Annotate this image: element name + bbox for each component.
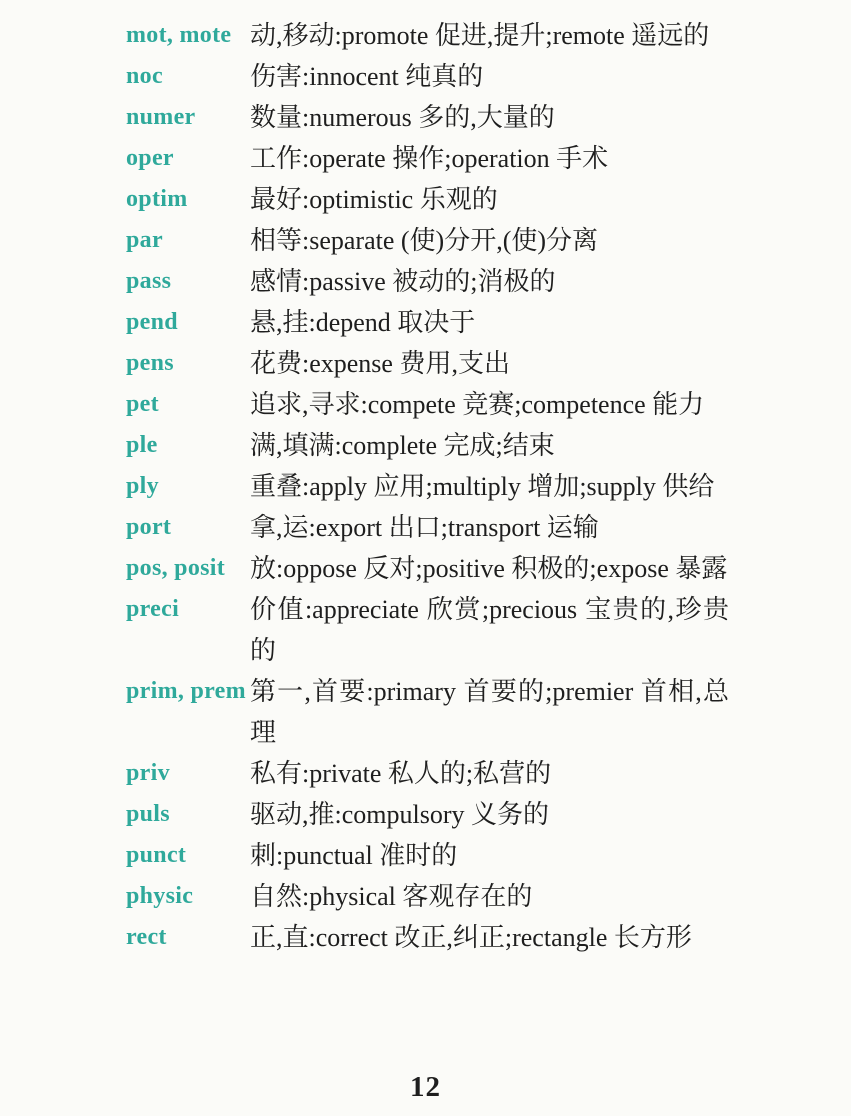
root-word: punct [126, 842, 187, 868]
page-footer [0, 1071, 851, 1104]
root-word: priv [126, 760, 170, 786]
root-definition: 悬,挂:depend 取决于 [250, 308, 476, 337]
root-entry [126, 548, 729, 589]
root-word: par [126, 227, 163, 253]
root-entry [126, 466, 729, 507]
root-definition: 重叠:apply 应用;multiply 增加;supply 供给 [250, 472, 715, 501]
root-entry [126, 302, 729, 343]
root-word: optim [126, 186, 188, 212]
root-word: pos, posit [126, 555, 226, 581]
root-word: ply [126, 473, 159, 499]
root-word: mot, mote [126, 22, 232, 48]
root-entry [126, 384, 729, 425]
root-entry [126, 507, 729, 548]
root-entry [126, 753, 729, 794]
root-definition: 第一,首要:primary 首要的;premier 首相,总理 [250, 677, 729, 747]
root-word: pass [126, 268, 172, 294]
root-definition: 价值:appreciate 欣赏;precious 宝贵的,珍贵的 [250, 595, 729, 665]
root-word: pens [126, 350, 174, 376]
root-definition: 私有:private 私人的;私营的 [250, 759, 552, 788]
root-entry [126, 138, 729, 179]
root-word: rect [126, 924, 167, 950]
root-entry [126, 97, 729, 138]
root-definition: 伤害:innocent 纯真的 [250, 62, 484, 91]
root-entry [126, 15, 729, 56]
root-word: oper [126, 145, 174, 171]
root-word: pet [126, 391, 159, 417]
root-entry [126, 261, 729, 302]
root-word: preci [126, 596, 180, 622]
root-entry [126, 589, 729, 671]
page-number: 12 [410, 1071, 441, 1103]
root-definition: 放:oppose 反对;positive 积极的;expose 暴露 [250, 554, 728, 583]
root-definition: 自然:physical 客观存在的 [250, 882, 533, 911]
root-definition: 工作:operate 操作;operation 手术 [250, 144, 609, 173]
root-definition: 相等:separate (使)分开,(使)分离 [250, 226, 599, 255]
root-entry [126, 876, 729, 917]
root-word: numer [126, 104, 196, 130]
root-definition: 正,直:correct 改正,纠正;rectangle 长方形 [250, 923, 692, 952]
root-definition: 拿,运:export 出口;transport 运输 [250, 513, 599, 542]
root-entry [126, 794, 729, 835]
root-definition: 感情:passive 被动的;消极的 [250, 267, 556, 296]
root-entry [126, 835, 729, 876]
root-list [126, 15, 729, 958]
root-word: prim, prem [126, 678, 246, 704]
root-entry [126, 343, 729, 384]
root-definition: 驱动,推:compulsory 义务的 [250, 800, 549, 829]
root-entry [126, 917, 729, 958]
root-entry [126, 56, 729, 97]
root-entry [126, 220, 729, 261]
root-entry [126, 671, 729, 753]
root-entry [126, 179, 729, 220]
root-definition: 追求,寻求:compete 竞赛;competence 能力 [250, 390, 705, 419]
root-word: physic [126, 883, 194, 909]
root-definition: 满,填满:complete 完成;结束 [250, 431, 555, 460]
root-definition: 数量:numerous 多的,大量的 [250, 103, 555, 132]
root-definition: 花费:expense 费用,支出 [250, 349, 510, 378]
root-word: port [126, 514, 172, 540]
root-entry [126, 425, 729, 466]
root-definition: 刺:punctual 准时的 [250, 841, 458, 870]
root-definition: 动,移动:promote 促进,提升;remote 遥远的 [250, 21, 710, 50]
root-definition: 最好:optimistic 乐观的 [250, 185, 498, 214]
root-word: puls [126, 801, 170, 827]
root-word: pend [126, 309, 178, 335]
root-word: noc [126, 63, 163, 89]
root-word: ple [126, 432, 158, 458]
